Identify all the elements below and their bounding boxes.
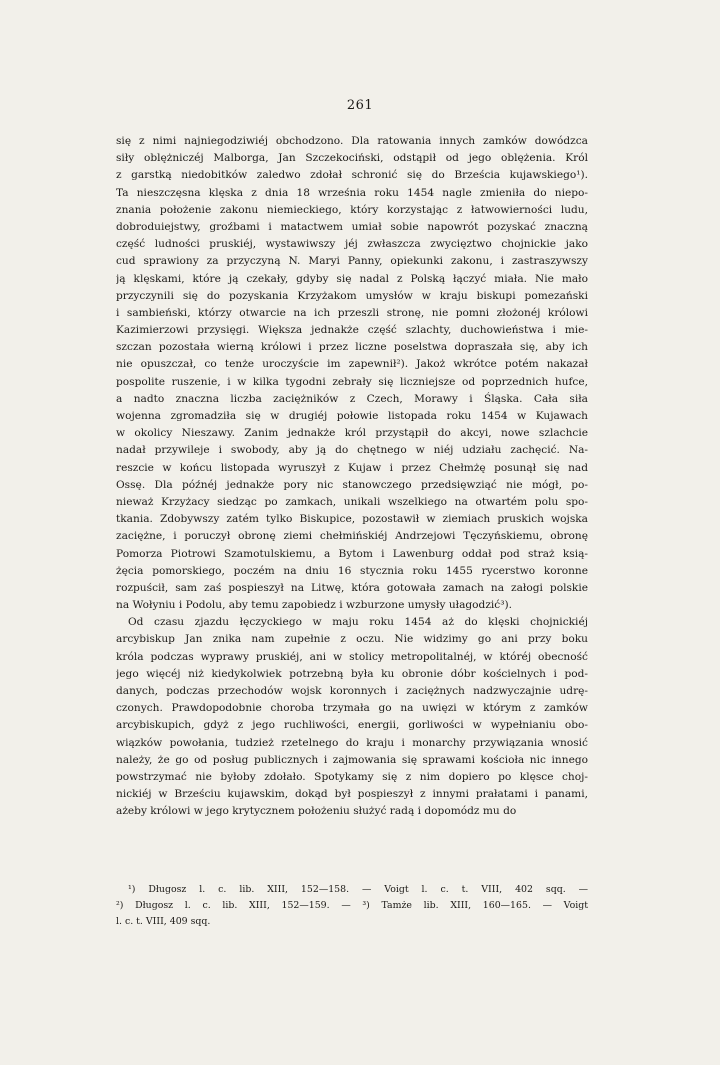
- text-line: nadał przywileje i swobody, aby ją do chętnego w niéj udziału zachęcić. Na-: [116, 444, 588, 457]
- text-line: reszcie w końcu listopada wyruszył z Kujaw i przez Chełmżę posunął się nad: [116, 461, 588, 474]
- text-line: szczan pozostała wierną królowi i przez liczne poselstwa dopraszała się, aby ich: [116, 341, 588, 354]
- text-line: na Wołyniu i Podolu, aby temu zapobiedz i wzburzone umysły ułagodzić³).: [116, 599, 512, 612]
- text-line: Ta nieszczęsna klęska z dnia 18 września roku 1454 nagle zmieniła do niepo-: [116, 186, 588, 199]
- text-line: z garstką niedobitków zaledwo zdołał schronić się do Brześcia kujawskiego¹).: [116, 169, 588, 182]
- footnote-line: ¹) Długosz l. c. lib. XIII, 152—158. — Voigt l. c. t. VIII, 402 sqq. —: [128, 884, 588, 895]
- footnote-line: l. c. t. VIII, 409 sqq.: [116, 916, 211, 927]
- text-line: Od czasu zjazdu łęczyckiego w maju roku 1454 aż do klęski chojnickiéj: [128, 616, 588, 629]
- footnote-line: ²) Długosz l. c. lib. XIII, 152—159. — ³) Tamże lib. XIII, 160—165. — Voigt: [116, 900, 588, 911]
- text-line: powstrzymać nie byłoby zdołało. Spotykamy się z nim dopiero po klęsce choj-: [116, 770, 588, 783]
- text-line: rozpuścił, sam zaś pospieszył na Litwę, która gotowała zamach na załogi polskie: [116, 581, 588, 594]
- text-line: danych, podczas przechodów wojsk koronnych i zaciężnych nadzwyczajnie udrę-: [116, 685, 588, 697]
- text-line: przyczynili się do pozyskania Krzyżakom umysłów w kraju biskupi pomezański: [116, 289, 588, 302]
- page-number: 261: [346, 98, 374, 113]
- text-line: arcybiskup Jan znika nam zupełnie z oczu. Nie widzimy go ani przy boku: [116, 633, 588, 646]
- text-line: się z nimi najniegodziwiéj obchodzono. Dla ratowania innych zamków dowódzca: [116, 135, 588, 147]
- text-line: tkania. Zdobywszy zatém tylko Biskupice, pozostawił w ziemiach pruskich wojska: [116, 513, 588, 526]
- text-line: żęcia pomorskiego, poczém na dniu 16 stycznia roku 1455 rycerstwo koronne: [116, 564, 588, 577]
- text-line: Pomorza Piotrowi Szamotulskiemu, a Bytom i Lawenburg oddał pod straż ksią-: [116, 547, 588, 560]
- text-line: siły oblężniczéj Malborga, Jan Szczekociński, odstąpił od jego oblężenia. Król: [116, 152, 588, 165]
- text-line: nieważ Krzyżacy siedząc po zamkach, unikali wszelkiego na otwartém polu spo-: [116, 495, 588, 508]
- text-line: arcybiskupich, gdyż z jego ruchliwości, energii, gorliwości w wypełnianiu obo-: [116, 719, 588, 732]
- text-line: znania położenie zakonu niemieckiego, który korzystając z łatwowierności ludu,: [116, 203, 588, 216]
- text-line: należy, że go od posług publicznych i zajmowania się sprawami kościoła nic innego: [116, 753, 588, 766]
- body-text: [116, 133, 588, 821]
- text-line: cud sprawiony za przyczyną N. Maryi Panny, opiekunki zakonu, i zastraszywszy: [116, 255, 588, 268]
- text-line: dobroduiejstwy, groźbami i matactwem umiał sobie napowrót pozyskać znaczną: [116, 220, 588, 233]
- text-line: ją klęskami, które ją czekały, gdyby się nadal z Polską łączyć miała. Nie mało: [116, 272, 588, 285]
- text-line: króla podczas wyprawy pruskiéj, ani w stolicy metropolitalnéj, w któréj obecność: [116, 650, 588, 663]
- text-line: wojenna zgromadziła się w drugiéj połowie listopada roku 1454 w Kujawach: [116, 410, 588, 422]
- text-line: Ossę. Dla późnéj jednakże pory nic stanowczego przedsięwziąć nie mógł, po-: [116, 478, 588, 491]
- text-line: a nadto znaczna liczba zaciężników z Czech, Morawy i Śląska. Cała siła: [116, 392, 588, 405]
- text-line: wiązków powołania, tudzież rzetelnego do kraju i monarchy przywiązania wnosić: [116, 736, 588, 749]
- text-line: część ludności pruskiéj, wystawiwszy jéj zwłaszcza zwycięztwo chojnickie jako: [116, 238, 588, 251]
- footnotes: [116, 882, 588, 930]
- text-line: pospolite ruszenie, i w kilka tygodni zebrały się liczniejsze od poprzednich hufce,: [116, 375, 588, 388]
- text-line: ażeby królowi w jego krytycznem położeniu służyć radą i dopomódz mu do: [116, 805, 517, 818]
- text-line: jego więcéj niż kiedykolwiek potrzebną była ku obronie dóbr kościelnych i pod-: [116, 667, 588, 680]
- text-line: czonych. Prawdopodobnie choroba trzymała go na uwięzi w którym z zamków: [116, 702, 588, 715]
- text-line: nie opuszczał, co tenże uroczyście im zapewnił²). Jakoż wkrótce potém nakazał: [116, 358, 588, 371]
- text-line: nickiéj w Brześciu kujawskim, dokąd był pospieszył z innymi prałatami i panami,: [116, 788, 588, 801]
- text-line: w okolicy Nieszawy. Zanim jednakże król przystąpił do akcyi, nowe szlachcie: [116, 427, 588, 440]
- text-line: i sambieński, którzy otwarcie na ich przeszli stronę, nie pomni złożonéj królowi: [116, 306, 588, 319]
- text-line: Kazimierzowi przysięgi. Większa jednakże część szlachty, duchowieństwa i mie-: [116, 324, 588, 337]
- text-line: zaciężne, i poruczył obronę ziemi chełmińskiéj Andrzejowi Tęczyńskiemu, obronę: [116, 530, 588, 543]
